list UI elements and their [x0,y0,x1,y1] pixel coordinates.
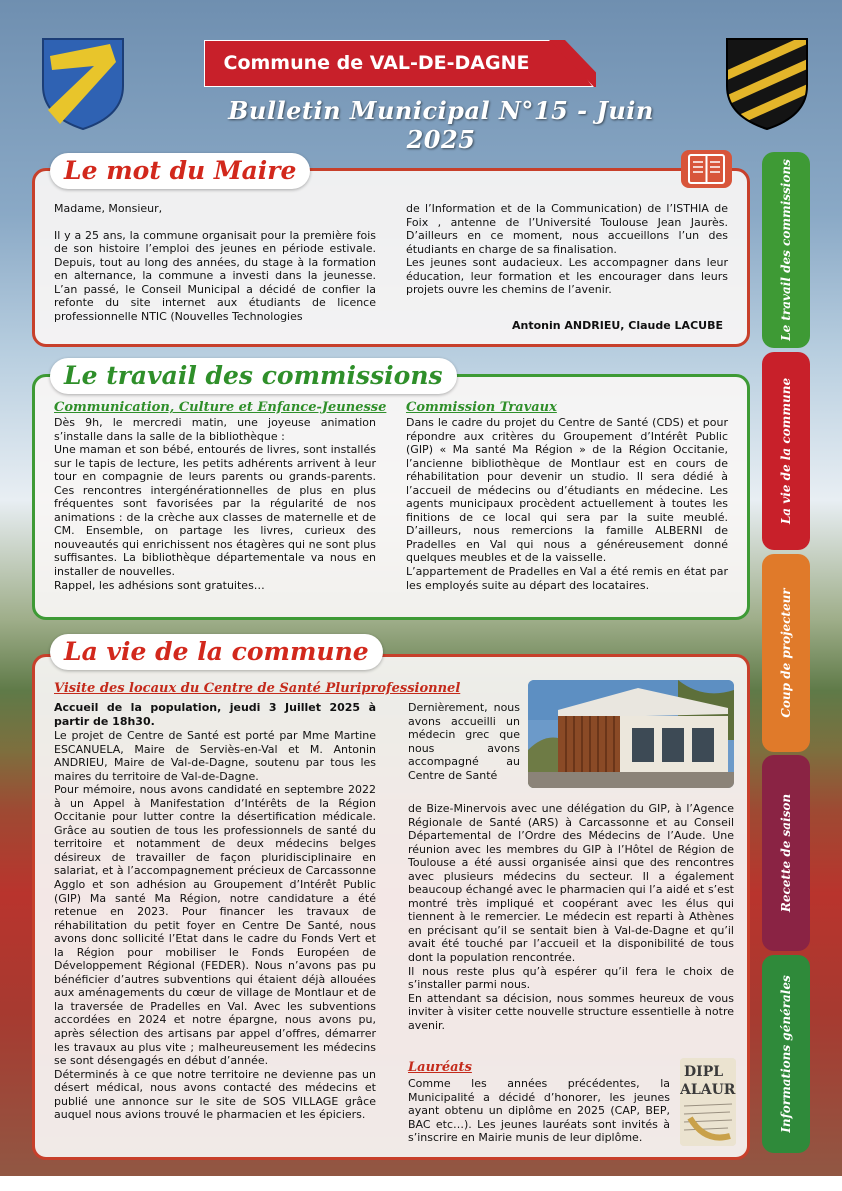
commune-banner [204,40,596,87]
vie-paragraph: Le projet de Centre de Santé est porté par Mme Martine ESCANUELA, Maire de Serviès-en-Val et M. Antonin ANDRIEU, Maire de Val-de-Dagne, soutenu par tous les maires du territoire de Val-de-Dagne. [54,729,376,783]
maire-column-2 [406,202,728,297]
maire-title: Le mot du Maire [50,153,310,189]
sidebar-item-label: Recette de saison [779,793,793,913]
svg-text:ALAUR: ALAUR [680,1082,736,1098]
vie-paragraph: Déterminés à ce que notre territoire ne devienne pas un désert médical, nous avons contacté des médecins et publié une annonce sur le site de SOS VILLAGE grâce auquel nous avions trouvé le pharmacien et les épiciers. [54,1067,376,1122]
commune-name: Commune de VAL-DE-DAGNE [223,52,530,74]
communication-text [54,416,376,592]
commission-paragraph: L’appartement de Pradelles en Val a été remis en état par les employés suite au départ des locataires. [406,565,728,592]
centre-sante-right-text [408,802,734,1032]
black-gold-shield-icon [724,36,810,132]
commission-paragraph: Rappel, les adhésions sont gratuites… [54,578,265,592]
laureats-heading: Lauréats [408,1060,472,1075]
sidebar-item-label: Informations générales [779,975,793,1133]
bulletin-title: Bulletin Municipal N°15 - Juin 2025 [228,96,654,154]
sidebar-item-projecteur[interactable] [762,554,810,752]
sidebar-item-vie-commune[interactable] [762,352,810,550]
vie-paragraph: Pour mémoire, nous avons candidaté en septembre 2022 à un Appel à Manifestation d’Intérêts de la Région Occitanie pour lutter contre la désertification médicale. Grâce au soutien de tous les professionnels de santé du territoire et notamment de deux médecins belges désireux de travailler de façon pluridisciplinaire en salariat, et à l’accompagnement précieux de Carcassonne Agglo et son adhésion au Groupement d’Intérêt Public (GIP) Ma santé Ma Région, notre candidature a été retenue en 2023. Pour financer les travaux de réhabilitation du petit foyer en Centre De Santé, nous avons donc sollicité l’Etat dans le cadre du Fonds Vert et la Région pour mobiliser le Fonds Européen de Développement Régional (FEDER). Nous n’avons pas pu bénéficier d’autres subventions qui étaient déjà allouées aux aménagements du cœur de village de Montlaur et de la traversée de Pradelles en Val. Avec les subventions accordées en 2024 et notre épargne, nous avons pu, après sélection des artisans par appel d’offres, démarrer les travaux au plus vite ; malheureusement les médecins se sont désengagés en début d’année. [54,783,376,1068]
sidebar-item-commissions[interactable] [762,152,810,348]
accueil-notice: Accueil de la population, jeudi 3 Juillet 2025 à partir de 18h30. [54,701,376,728]
maire-paragraph: Il y a 25 ans, la commune organisait pour la première fois de son histoire l’emploi des jeunes en période estivale. Depuis, tout au long des années, du stage à la formation en alternance, la commune a investi dans la jeunesse. L’an passé, le Conseil Municipal a décidé de confier la refonte du site internet aux étudiants de licence professionnelle NTIC (Nouvelles Technologies [54,228,376,323]
sidebar-item-label: Coup de projecteur [779,588,793,718]
centre-sante-narrow-text: Dernièrement, nous avons accueilli un médecin grec que nous avons accompagné au Centre de Santé [408,701,520,782]
svg-text:DIPL: DIPL [684,1064,724,1080]
commissions-title: Le travail des commissions [50,358,457,394]
travaux-heading: Commission Travaux [406,400,557,415]
diploma-photo [680,1058,736,1146]
maire-paragraph: de l’Information et de la Communication) de l’ISTHIA de Foix , antenne de l’Université Toulouse Jean Jaurès. D’ailleurs en ce moment, nous accueillons l’un des étudiants en charge de sa finalisation. [406,202,728,256]
communication-heading: Communication, Culture et Enfance-Jeunesse [54,400,387,415]
maire-greeting: Madame, Monsieur, [54,202,163,215]
commission-paragraph: Dès 9h, le mercredi matin, une joyeuse animation s’installe dans la salle de la bibliothèque : [54,416,376,443]
commission-paragraph: Une maman et son bébé, entourés de livres, sont installés sur le tapis de lecture, les petits adhérents arrivent à leur tour en compagnie de leurs parents ou grands-parents. Ces rencontres intergénérationnelles de plus en plus fréquentes sont favorisées par la régularité de nos animations : de la crèche aux classes de maternelle et de CM. Ensemble, on partage les livres, curieux des nouveautés qui enrichissent nos étagères qui ne sont plus suffisantes. La bibliothèque départementale va nous en installer de nouvelles. [54,443,376,579]
maire-column-1 [54,202,376,323]
maire-spacer [54,216,376,229]
travaux-text [406,416,728,592]
blue-gold-shield-icon [40,36,126,132]
sidebar-item-recette[interactable] [762,755,810,951]
open-book-icon [681,150,732,188]
vie-paragraph: En attendant sa décision, nous sommes heureux de vous inviter à visiter cette nouvelle structure essentielle à notre avenir. [408,991,734,1032]
vie-paragraph: de Bize-Minervois avec une délégation du GIP, à l’Agence Régionale de Santé (ARS) à Carcassonne et au Conseil Départemental de l’Ordre des Médecins de l’Aude. Une réunion avec les membres du GIP à l’Hôtel de Région de Toulouse a été aussi organisée ainsi que des rencontres avec plusieurs médecins du secteur. Il a également beaucoup échangé avec le pharmacien qui l’a aidé et s’est montré très impliqué et coopérant avec les élus qui tiennent à le remercier. Le médecin est reparti à Athènes en précisant qu’il se sentait bien à Val-de-Dagne et qu’il avait été touché par l’accueil et la disponibilité de tous dont la population rencontrée. [408,802,734,965]
sidebar-item-label: La vie de la commune [779,377,793,525]
vie-paragraph: Il nous reste plus qu’à espérer qu’il fera le choix de s’installer parmi nous. [408,964,734,992]
vie-title: La vie de la commune [50,634,383,670]
centre-sante-photo [528,680,734,788]
centre-sante-left-text [54,729,376,1122]
maire-paragraph: Les jeunes sont audacieux. Les accompagner dans leur éducation, leur formation et les encourager dans leurs projets ouvre les chemins de l’avenir. [406,256,728,297]
sidebar-item-label: Le travail des commissions [779,159,793,341]
sidebar-item-informations[interactable] [762,955,810,1153]
laureats-text: Comme les années précédentes, la Municipalité a décidé d’honorer, les jeunes ayant obtenu un diplôme en 2025 (CAP, BEP, BAC etc…). Les jeunes lauréats sont invités à s’inscrire en Mairie munis de leur diplôme. [408,1077,670,1145]
commission-paragraph: Dans le cadre du projet du Centre de Santé (CDS) et pour répondre aux critères du Groupement d’Intérêt Public (GIP) « Ma santé Ma Région » de la Région Occitanie, l’ancienne bibliothèque de Montlaur est en cours de réhabilitation pour devenir un studio. Il sera dédié à l’accueil de médecins ou d’étudiants en médecine. Les agents municipaux procèdent actuellement à toutes les finitions de ce local qui sera par la suite meublé. D’ailleurs, nous remercions la famille ALBERNI de Pradelles en Val qui nous a généreusement donné quelques meubles et de la vaisselle. [406,416,728,565]
centre-sante-heading: Visite des locaux du Centre de Santé Pluriprofessionnel [54,681,461,696]
maire-signature: Antonin ANDRIEU, Claude LACUBE [512,319,723,332]
